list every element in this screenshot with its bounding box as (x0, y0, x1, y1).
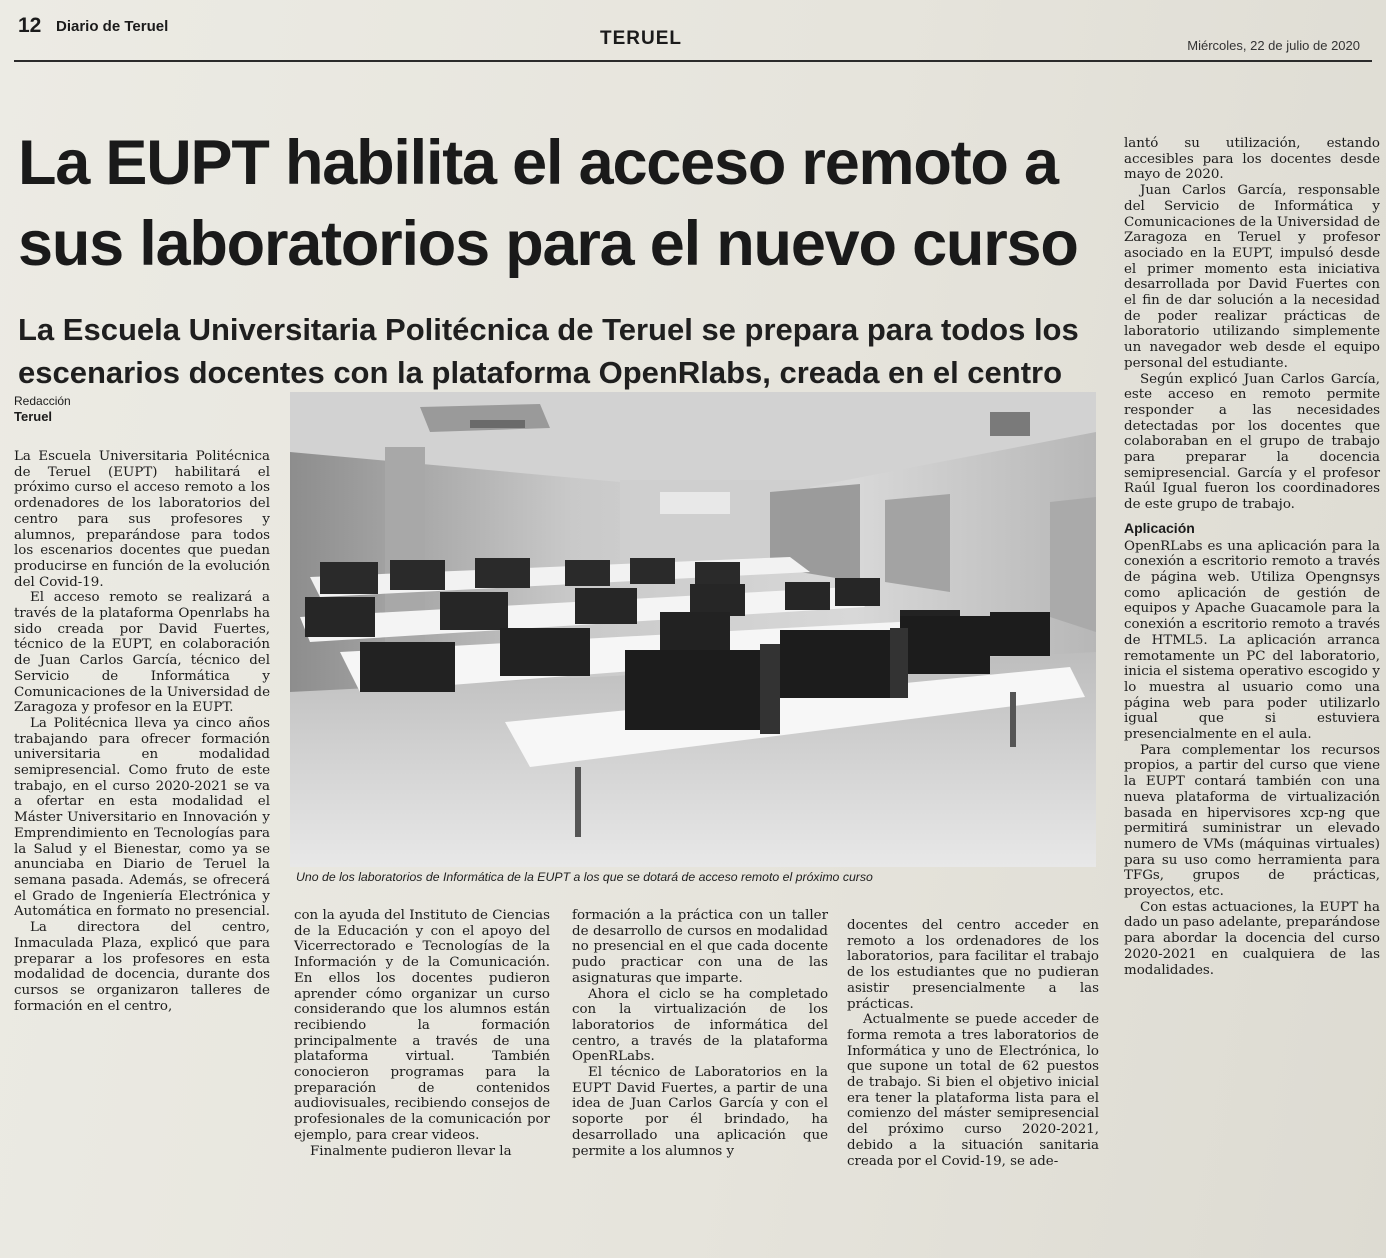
header-rule (14, 60, 1372, 62)
paragraph: formación a la práctica con un taller de desarrollo de cursos en modalidad no presencial en el que cada docente pudo practicar con una de las asignaturas que imparte. (572, 908, 828, 986)
column-1 (14, 449, 270, 1014)
lab-photo (290, 392, 1096, 867)
paragraph: La Politécnica lleva ya cinco años trabajando para ofrecer formación universitaria en modalidad semipresencial. Como fruto de este trabajo, en el curso 2020-2021 se va a ofertar en esta modalidad el Máster Universitario en Innovación y Emprendimiento en Tecnologías para la Salud y el Bienestar, como ya se anunciaba en Diario de Teruel la semana pasada. Además, se ofrecerá el Grado de Ingeniería Electrónica y Automática en formato no presencial. (14, 715, 270, 920)
column-5 (1124, 136, 1380, 978)
paragraph: Actualmente se puede acceder de forma remota a tres laboratorios de Informática y uno de Electrónica, lo que supone un total de 62 puestos de trabajo. Si bien el objetivo inicial era tener la plataforma lista para el comienzo del máster semipresencial del próximo curso 2020-2021, debido a la situación sanitaria creada por el Covid-19, se ade- (847, 1012, 1099, 1169)
byline-author: Redacción (14, 394, 71, 408)
photo-caption: Uno de los laboratorios de Informática de la EUPT a los que se dotará de acceso remoto el próximo curso (296, 870, 873, 884)
section-subheading: Aplicación (1124, 519, 1195, 536)
subheadline: La Escuela Universitaria Politécnica de Teruel se prepara para todos los escenarios docentes con la plataforma OpenRlabs, creada en el centro (18, 312, 1079, 390)
paragraph: El acceso remoto se realizará a través de la plataforma Openrlabs ha sido creada por David Fuertes, técnico de la EUPT, en colaboración de Juan Carlos García, técnico del Servicio de Informática y Comunicaciones de la Universidad de Zaragoza y profesor en la EUPT. (14, 590, 270, 716)
paragraph: Ahora el ciclo se ha completado con la virtualización de los laboratorios de informática del centro, a través de la plataforma OpenRLabs. (572, 986, 828, 1065)
page-header (0, 0, 1386, 56)
paragraph: Según explicó Juan Carlos García, este acceso en remoto permite responder a las necesidades detectadas por los docentes que colaboraban en el grupo de trabajo para preparar la docencia semipresencial. García y el profesor Raúl Igual fueron los coordinadores de este grupo de trabajo. (1124, 371, 1380, 513)
paragraph: La directora del centro, Inmaculada Plaza, explicó que para preparar a los profesores en esta modalidad de docencia, durante dos cursos se organizaron talleres de formación en el centro, (14, 920, 270, 1014)
column-2 (294, 908, 550, 1159)
paragraph: lantó su utilización, estando accesibles para los docentes desde mayo de 2020. (1124, 136, 1380, 183)
paragraph: Para complementar los recursos propios, a partir del curso que viene la EUPT contará también con una nueva plataforma de virtualización basada en hipervisores xcp-ng que permitirá suministrar un elevado numero de VMs (máquinas virtuales) para su uso como herramienta para TFGs, grupos de prácticas, proyectos, etc. (1124, 742, 1380, 900)
paragraph: OpenRLabs es una aplicación para la conexión a escritorio remoto a través de página web. Utiliza Opengnsys como aplicación de gestión de equipos y Apache Guacamole para la conexión a escritorio remoto a través de HTML5. La aplicación arranca remotamente un PC del laboratorio, inicia el sistema operativo escogido y lo muestra al usuario como una página web para poder utilizarlo igual que si estuviera presencialmente en el aula. (1124, 538, 1380, 743)
paragraph: El técnico de Laboratorios en la EUPT David Fuertes, a partir de una idea de Juan Carlos García y con el soporte por él brindado, ha desarrollado una aplicación que permite a los alumnos y (572, 1065, 828, 1159)
byline-location: Teruel (14, 409, 53, 424)
paragraph: Con estas actuaciones, la EUPT ha dado un paso adelante, preparándose para abordar la docencia del curso 2020-2021 en cualquiera de las modalidades. (1124, 899, 1380, 978)
column-3 (572, 908, 828, 1159)
paragraph: docentes del centro acceder en remoto a los ordenadores de los laboratorios, para facilitar el trabajo de los estudiantes que no pudieran asistir presencialmente a las prácticas. (847, 918, 1099, 1012)
page-number: 12 (18, 14, 42, 37)
computer-lab-image (290, 392, 1096, 867)
section-name: TERUEL (600, 28, 682, 49)
headline: La EUPT habilita el acceso remoto a sus laboratorios para el nuevo curso (18, 128, 1078, 279)
byline (14, 393, 71, 425)
publication-name: Diario de Teruel (56, 18, 169, 35)
issue-date: Miércoles, 22 de julio de 2020 (1187, 38, 1360, 53)
paragraph: Finalmente pudieron llevar la (310, 1143, 512, 1159)
paragraph: Juan Carlos García, responsable del Servicio de Informática y Comunicaciones de la Universidad de Zaragoza en Teruel y profesor asociado en la EUPT, impulsó desde el primer momento esta iniciativa desarrollada por David Fuertes con el fin de dar solución a la necesidad de poder realizar prácticas de laboratorio utilizando simplemente un navegador web desde el equipo personal del estudiante. (1124, 183, 1380, 371)
column-4 (847, 918, 1099, 1169)
paragraph: La Escuela Universitaria Politécnica de Teruel (EUPT) habilitará el próximo curso el acceso remoto a los ordenadores de los laboratorios del centro para sus profesores y alumnos, preparándose para todos los escenarios docentes que puedan producirse en función de la evolución del Covid-19. (14, 449, 270, 590)
paragraph: con la ayuda del Instituto de Ciencias de la Educación y con el apoyo del Vicerrectorado e Tecnologías de la Información y de la Comunicación. En ellos los docentes pudieron aprender cómo organizar un curso considerando que los alumnos están recibiendo la formación principalmente a través de una plataforma virtual. También conocieron programas para la preparación de contenidos audiovisuales, recibiendo consejos de profesionales de la comunicación por ejemplo, para crear videos. (294, 908, 550, 1143)
